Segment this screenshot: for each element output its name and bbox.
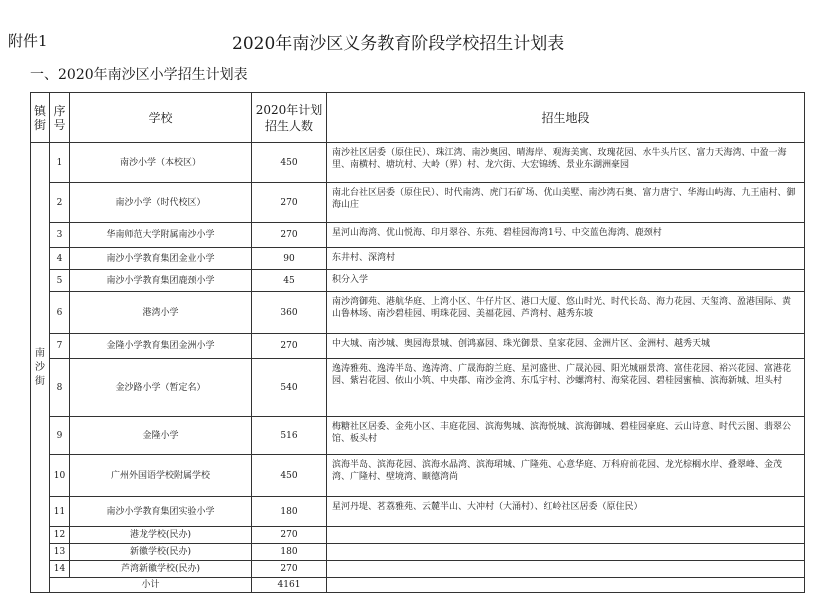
table-row [31,527,805,544]
row-count: 270 [252,223,327,248]
header-area: 招生地段 [327,93,805,143]
row-school: 南沙小学教育集团金业小学 [70,248,252,270]
row-school: 金沙路小学（暂定名） [70,359,252,417]
row-school: 广州外国语学校附属学校 [70,455,252,497]
row-no: 12 [50,527,70,544]
attachment-label: 附件1 [8,32,48,50]
row-area: 南沙社区居委（原住民）、珠江湾、南沙奥园、晴海岸、观海美寓、玫瑰花园、水牛头片区、富力天海湾、中盈一海里、南横村、塘坑村、大岭（界）村、龙穴街、大宏锦绣、景业东湖洲豪园 [327,143,805,183]
section-subtitle: 一、2020年南沙区小学招生计划表 [30,67,248,83]
row-count: 516 [252,417,327,455]
row-count: 270 [252,334,327,359]
row-no: 10 [50,455,70,497]
row-count: 540 [252,359,327,417]
header-school: 学校 [70,93,252,143]
page-title: 2020年南沙区义务教育阶段学校招生计划表 [232,34,565,54]
table-body [31,143,805,593]
row-count: 90 [252,248,327,270]
row-school: 金隆小学 [70,417,252,455]
row-area [327,527,805,544]
row-count: 180 [252,544,327,561]
subtotal-row [31,578,805,593]
table-row [31,359,805,417]
table-row [31,270,805,292]
row-area [327,561,805,578]
row-school: 华南师范大学附属南沙小学 [70,223,252,248]
enrollment-table [30,92,805,593]
row-area: 滨海半岛、滨海花园、滨海水晶湾、滨海珺城、广隆苑、心意华庭、万科府前花园、龙光棕榈水岸、叠翠峰、金茂湾、广隆村、壁境湾、颐德湾尚 [327,455,805,497]
row-count: 45 [252,270,327,292]
table-row [31,455,805,497]
row-count: 450 [252,455,327,497]
header-town: 镇街 [31,93,50,143]
row-area: 星河丹堤、茗荔雅苑、云麓半山、大冲村（大涌村）、红岭社区居委（原住民） [327,497,805,527]
town-cell: 南沙街 [31,143,50,593]
row-area: 积分入学 [327,270,805,292]
row-count: 270 [252,561,327,578]
row-area: 南北台社区居委（原住民）、时代南湾、虎门石矿场、优山美墅、南沙湾石奥、富力唐宁、华海山屿海、九王庙村、御海山庄 [327,183,805,223]
table-row [31,561,805,578]
row-count: 270 [252,183,327,223]
row-school: 芦湾新徽学校(民办) [70,561,252,578]
row-area: 中大城、南沙城、奥园海景城、创鸿嘉园、珠光御景、皇家花园、金洲片区、金洲村、越秀天城 [327,334,805,359]
row-area: 逸涛雅苑、逸涛半岛、逸涛湾、广晟海韵兰庭、星河盛世、广晟沁园、阳光城丽景湾、富佳花园、裕兴花园、富港花园、紫岩花园、依山小筑、中央郡、南沙金湾、东瓜宇村、沙螺湾村、海棠花园、碧桂园蜜柚、滨海新城、坦头村 [327,359,805,417]
table-row [31,544,805,561]
row-area: 东井村、深湾村 [327,248,805,270]
row-no: 1 [50,143,70,183]
row-school: 南沙小学（时代校区） [70,183,252,223]
header-index: 序号 [50,93,70,143]
table-row [31,223,805,248]
row-no: 13 [50,544,70,561]
row-count: 180 [252,497,327,527]
subtotal-value: 4161 [252,578,327,593]
row-no: 4 [50,248,70,270]
table-row [31,183,805,223]
header-count: 2020年计划招生人数 [252,93,327,143]
row-area: 梅糖社区居委、金苑小区、丰庭花园、滨海隽城、滨海悦城、滨海御城、碧桂园豪庭、云山诗意、时代云图、翡翠公馆、板头村 [327,417,805,455]
row-no: 9 [50,417,70,455]
row-no: 2 [50,183,70,223]
row-no: 11 [50,497,70,527]
row-school: 南沙小学教育集团实验小学 [70,497,252,527]
row-no: 8 [50,359,70,417]
row-school: 南沙小学（本校区） [70,143,252,183]
subtotal-area [327,578,805,593]
table-row [31,292,805,334]
row-school: 港龙学校(民办) [70,527,252,544]
row-no: 7 [50,334,70,359]
row-area [327,544,805,561]
row-school: 金隆小学教育集团金洲小学 [70,334,252,359]
table-row [31,417,805,455]
row-count: 270 [252,527,327,544]
table-row [31,334,805,359]
row-count: 360 [252,292,327,334]
subtotal-label: 小计 [50,578,252,593]
table-row [31,248,805,270]
row-school: 港湾小学 [70,292,252,334]
table-row [31,497,805,527]
row-school: 新徽学校(民办) [70,544,252,561]
row-count: 450 [252,143,327,183]
row-no: 5 [50,270,70,292]
row-area: 星河山海湾、优山悦海、印月翠谷、东苑、碧桂园海湾1号、中交蓝色海湾、鹿颈村 [327,223,805,248]
row-no: 3 [50,223,70,248]
row-school: 南沙小学教育集团鹿颈小学 [70,270,252,292]
row-no: 14 [50,561,70,578]
table-header [31,93,805,143]
row-area: 南沙湾御苑、港航华庭、上湾小区、牛仔片区、港口大厦、悠山时光、时代长岛、海力花园、天玺湾、盈港国际、黄山鲁林场、南沙碧桂园、明珠花园、美福花园、芦湾村、越秀东坡 [327,292,805,334]
row-no: 6 [50,292,70,334]
table-row [31,143,805,183]
